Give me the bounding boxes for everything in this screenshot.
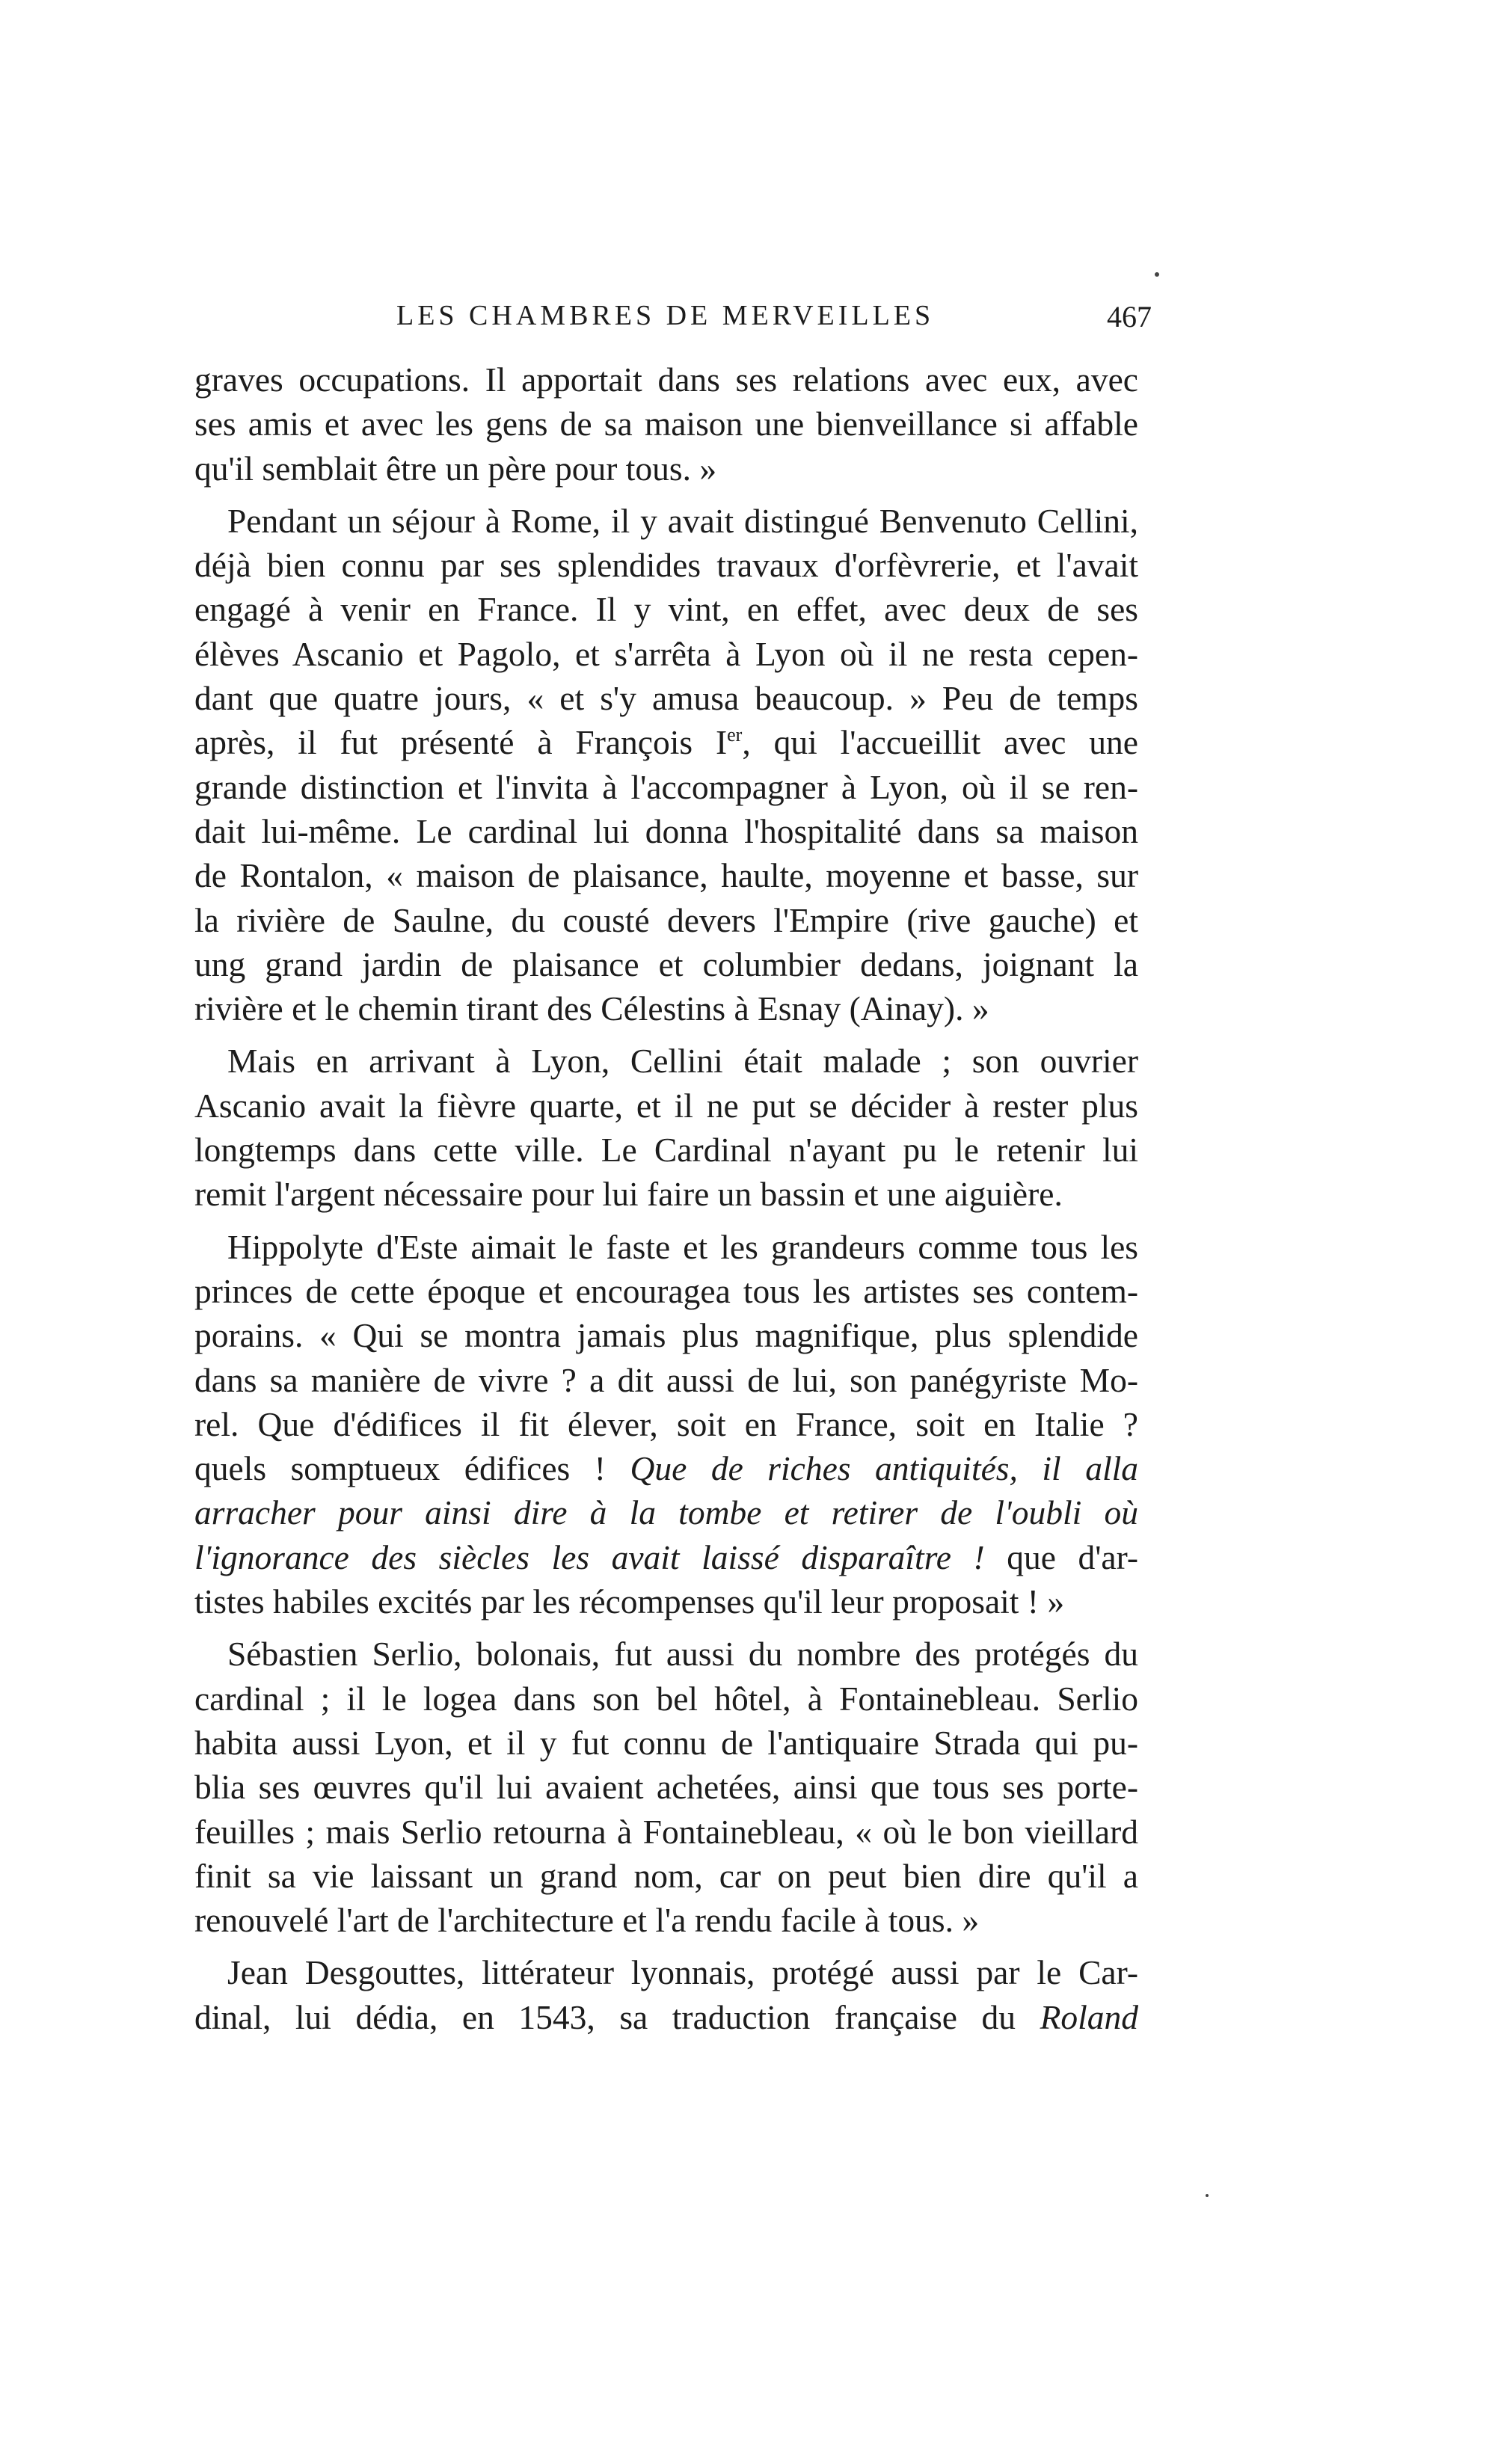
- text-line: élèves Ascanio et Pagolo, et s'arrêta à Lyon où il ne resta cepen-: [194, 634, 1138, 673]
- text-line: qu'il semblait être un père pour tous. »: [194, 449, 717, 488]
- body-text: [194, 357, 1138, 2039]
- text-line: rivière et le chemin tirant des Célestins à Esnay (Ainay). »: [194, 989, 989, 1028]
- paragraph: [194, 1039, 1138, 1216]
- paragraph: [194, 1225, 1138, 1624]
- paragraph: [194, 1950, 1138, 2039]
- text-line: dant que quatre jours, « et s'y amusa beaucoup. » Peu de temps: [194, 679, 1138, 718]
- text-line: la rivière de Saulne, du cousté devers l'Empire (rive gauche) et: [194, 900, 1138, 939]
- page-number: 467: [1107, 300, 1152, 334]
- italic-quote: Que de riches antiquités, il alla: [630, 1449, 1138, 1488]
- text-fragment: , qui l'accueillit avec une: [742, 723, 1139, 762]
- text-line: de Rontalon, « maison de plaisance, haulte, moyenne et basse, sur: [194, 856, 1138, 895]
- text-line: engagé à venir en France. Il y vint, en effet, avec deux de ses: [194, 590, 1138, 629]
- text-line: [194, 720, 1138, 764]
- text-fragment: que d'ar-: [984, 1537, 1138, 1576]
- text-line: [194, 1995, 1138, 2039]
- text-line: blia ses œuvres qu'il lui avaient achetées, ainsi que tous ses porte-: [194, 1768, 1138, 1807]
- text-fragment: après, il fut présenté à François I: [194, 723, 728, 762]
- text-line: graves occupations. Il apportait dans ses relations avec eux, avec: [194, 360, 1138, 399]
- text-line: dait lui-même. Le cardinal lui donna l'hospitalité dans sa maison: [194, 811, 1138, 850]
- text-line: cardinal ; il le logea dans son bel hôtel, à Fontainebleau. Serlio: [194, 1679, 1138, 1718]
- text-line: Ascanio avait la fièvre quarte, et il ne put se décider à rester plus: [194, 1086, 1138, 1125]
- text-line: tistes habiles excités par les récompenses qu'il leur proposait ! »: [194, 1582, 1065, 1621]
- paragraph: [194, 357, 1138, 491]
- text-line: porains. « Qui se montra jamais plus magnifique, plus splendide: [194, 1316, 1138, 1355]
- text-line: feuilles ; mais Serlio retourna à Fontainebleau, « où le bon vieillard: [194, 1812, 1138, 1851]
- text-fragment: quels somptueux édifices !: [194, 1449, 630, 1488]
- page-speck: [1206, 2194, 1209, 2197]
- text-line: [194, 1535, 1138, 1579]
- text-line: Jean Desgouttes, littérateur lyonnais, protégé aussi par le Car-: [227, 1953, 1138, 1992]
- superscript: er: [727, 724, 743, 746]
- text-line: Hippolyte d'Este aimait le faste et les grandeurs comme tous les: [227, 1227, 1138, 1266]
- text-line: grande distinction et l'invita à l'accompagner à Lyon, où il se ren-: [194, 767, 1138, 806]
- text-line: Sébastien Serlio, bolonais, fut aussi du nombre des protégés du: [227, 1635, 1138, 1674]
- text-line: rel. Que d'édifices il fit élever, soit en France, soit en Italie ?: [194, 1404, 1138, 1443]
- page-speck: [1155, 272, 1159, 277]
- text-line: finit sa vie laissant un grand nom, car on peut bien dire qu'il a: [194, 1856, 1138, 1895]
- text-line: longtemps dans cette ville. Le Cardinal n'ayant pu le retenir lui: [194, 1131, 1138, 1170]
- text-line: renouvelé l'art de l'architecture et l'a rendu facile à tous. »: [194, 1901, 980, 1940]
- text-line: [194, 1446, 1138, 1490]
- text-line: déjà bien connu par ses splendides travaux d'orfèvrerie, et l'avait: [194, 546, 1138, 585]
- text-fragment: dinal, lui dédia, en 1543, sa traduction française du: [194, 1997, 1040, 2036]
- text-line: arracher pour ainsi dire à la tombe et retirer de l'oubli où: [194, 1493, 1138, 1532]
- text-line: ung grand jardin de plaisance et columbier dedans, joignant la: [194, 944, 1138, 983]
- text-line: remit l'argent nécessaire pour lui faire un bassin et une aiguière.: [194, 1175, 1063, 1214]
- running-title: LES CHAMBRES DE MERVEILLES: [396, 300, 935, 331]
- text-line: habita aussi Lyon, et il y fut connu de l'antiquaire Strada qui pu-: [194, 1723, 1138, 1762]
- text-line: Mais en arrivant à Lyon, Cellini était malade ; son ouvrier: [227, 1042, 1138, 1081]
- italic-quote: l'ignorance des siècles les avait laissé disparaître !: [194, 1537, 985, 1576]
- paragraph: [194, 499, 1138, 1031]
- text-line: Pendant un séjour à Rome, il y avait distingué Benvenuto Cellini,: [227, 501, 1138, 540]
- text-line: princes de cette époque et encouragea tous les artistes ses contem-: [194, 1271, 1138, 1310]
- running-head: [194, 299, 1152, 344]
- text-line: dans sa manière de vivre ? a dit aussi de lui, son panégyriste Mo-: [194, 1360, 1138, 1399]
- paragraph: [194, 1632, 1138, 1942]
- text-line: ses amis et avec les gens de sa maison une bienveillance si affable: [194, 405, 1138, 443]
- italic-title: Roland: [1040, 1997, 1138, 2036]
